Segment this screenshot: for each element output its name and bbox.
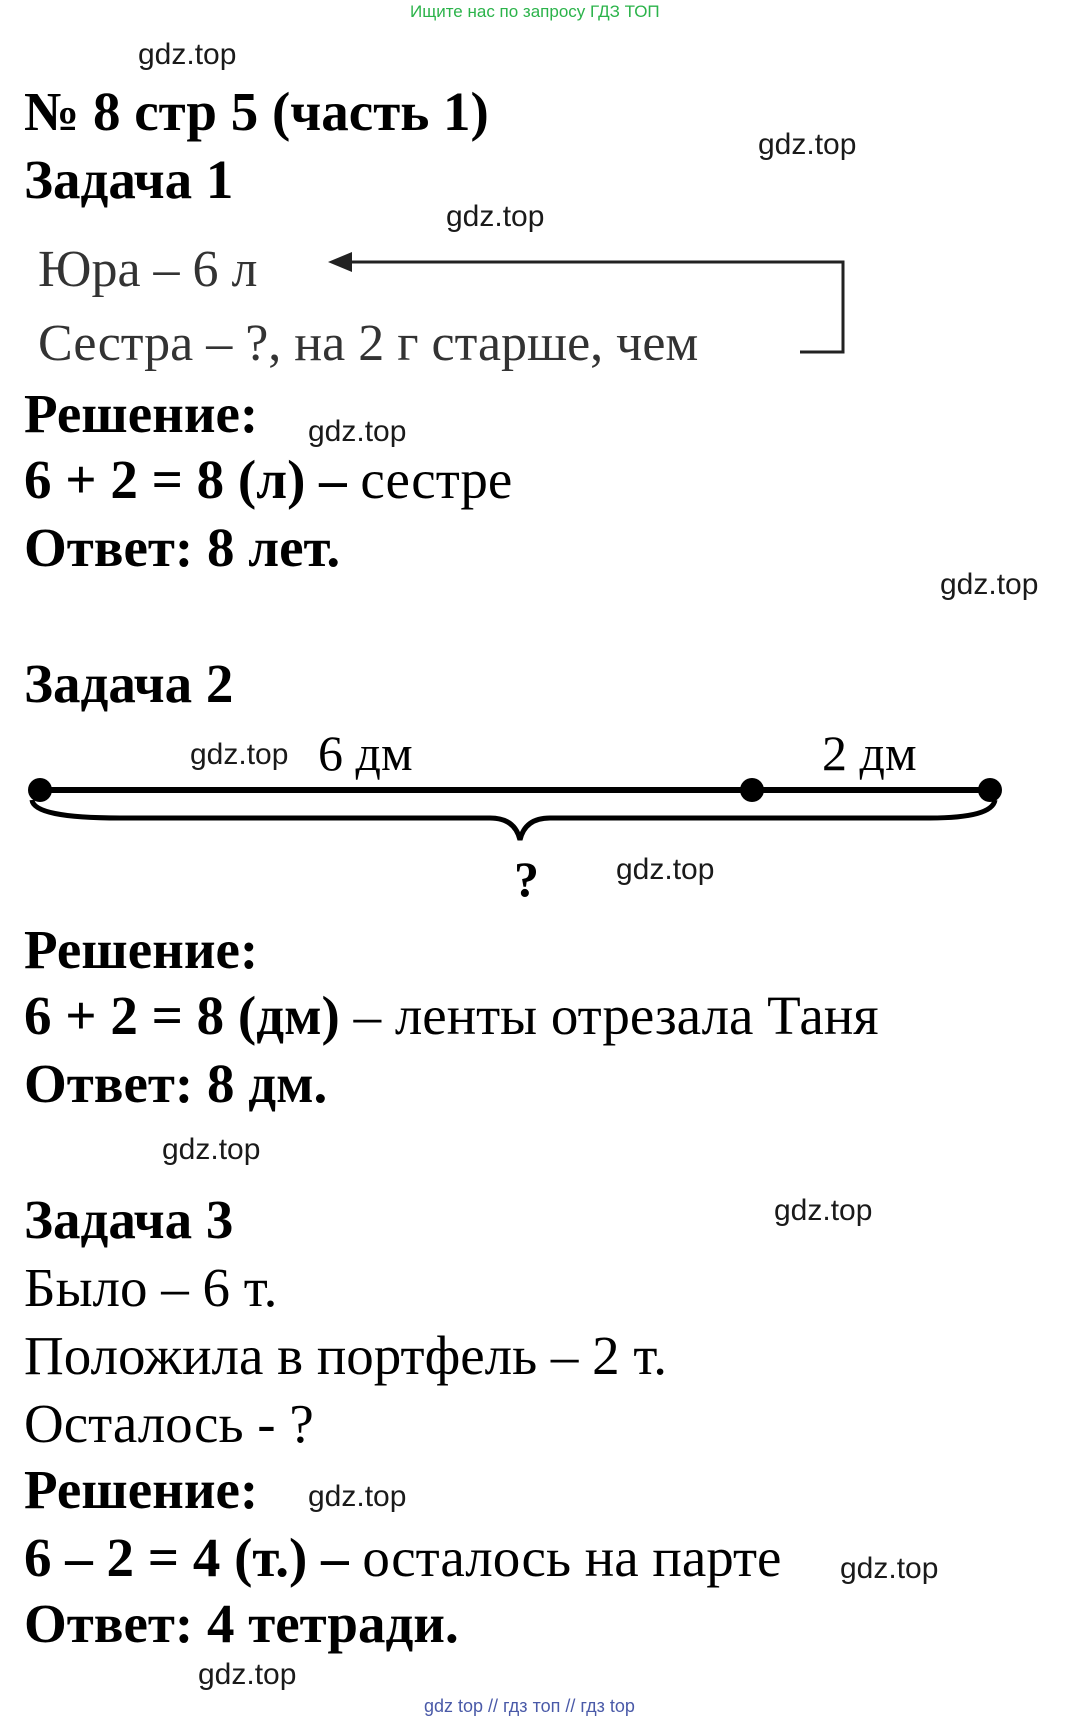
task2-expr: 6 + 2 = 8 (дм): [24, 985, 340, 1046]
task2-total-label: ?: [514, 851, 539, 907]
task2-solution-expression: [24, 985, 879, 1046]
task2-total-brace: [32, 800, 995, 840]
task3-answer: Ответ: 4 тетради.: [24, 1593, 459, 1654]
task1-solution-expression: [24, 449, 513, 510]
watermark: gdz.top: [840, 1552, 939, 1585]
task1-arrowhead: [328, 252, 352, 272]
task3-condition-line3: Осталось - ?: [24, 1393, 314, 1454]
task2-point-start: [28, 778, 52, 802]
task3-heading: Задача 3: [24, 1189, 234, 1250]
task1-condition-line1: Юра – 6 л: [38, 241, 258, 298]
watermark: gdz.top: [138, 38, 237, 71]
watermark: gdz.top: [758, 128, 857, 161]
task1-expr-note: сестре: [360, 449, 513, 510]
task2-point-end: [978, 778, 1002, 802]
task2-answer: Ответ: 8 дм.: [24, 1053, 328, 1114]
task3-solution-expression: [24, 1527, 782, 1588]
search-hint-link[interactable]: Ищите нас по запросу ГДЗ ТОП: [410, 2, 660, 21]
watermark: gdz.top: [190, 738, 289, 771]
watermark: gdz.top: [446, 200, 545, 233]
footer-links[interactable]: gdz top // гдз топ // гдз top: [424, 1696, 635, 1716]
task3-expr: 6 – 2 = 4 (т.) –: [24, 1527, 349, 1588]
watermark: gdz.top: [940, 568, 1039, 601]
watermark: gdz.top: [774, 1194, 873, 1227]
task3-condition-line2: Положила в портфель – 2 т.: [24, 1325, 668, 1386]
watermark: gdz.top: [162, 1133, 261, 1166]
task1-condition-line2: Сестра – ?, на 2 г старше, чем: [38, 315, 699, 372]
task3-expr-note: осталось на парте: [362, 1527, 782, 1588]
watermark: gdz.top: [308, 1480, 407, 1513]
task1-expr: 6 + 2 = 8 (л) –: [24, 449, 347, 510]
task2-point-middle: [740, 778, 764, 802]
task2-expr-note: – ленты отрезала Таня: [353, 985, 879, 1046]
watermark: gdz.top: [616, 853, 715, 886]
task2-heading: Задача 2: [24, 653, 234, 714]
task1-answer: Ответ: 8 лет.: [24, 517, 341, 578]
task2-solution-label: Решение:: [24, 919, 259, 980]
watermark: gdz.top: [308, 415, 407, 448]
task1-solution-label: Решение:: [24, 383, 259, 444]
task1-heading: Задача 1: [24, 149, 234, 210]
task3-condition-line1: Было – 6 т.: [24, 1257, 278, 1318]
task2-segment2-label: 2 дм: [822, 725, 917, 781]
task2-segment1-label: 6 дм: [318, 725, 413, 781]
watermark: gdz.top: [198, 1658, 297, 1691]
page-title: № 8 стр 5 (часть 1): [24, 81, 489, 142]
task3-solution-label: Решение:: [24, 1459, 259, 1520]
